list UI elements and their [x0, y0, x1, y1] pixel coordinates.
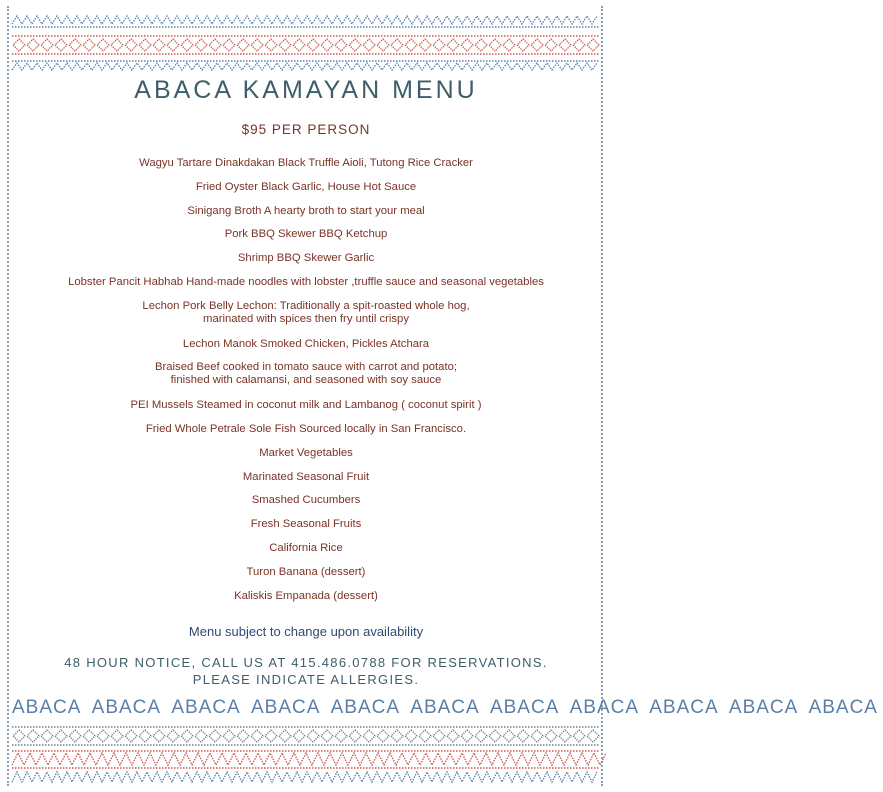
bottom-gray-diamond: [475, 730, 487, 742]
bottom-gray-diamond: [517, 730, 529, 742]
top-red-diamond: [265, 39, 277, 51]
menu-item: Shrimp BBQ Skewer Garlic: [237, 252, 375, 265]
top-red-diamond: [125, 39, 137, 51]
bottom-gray-diamond: [293, 730, 305, 742]
top-red-diamond: [545, 39, 557, 51]
bottom-gray-diamond: [447, 730, 459, 742]
top-red-diamond: [209, 39, 221, 51]
footer-brand-word: ABACA: [410, 697, 480, 718]
bottom-gray-diamond: [195, 730, 207, 742]
top-red-diamond: [307, 39, 319, 51]
top-red-diamond: [433, 39, 445, 51]
reservation-info: [0, 654, 612, 688]
menu-item: Wagyu Tartare Dinakdakan Black Truffle Aioli, Tutong Rice Cracker: [139, 157, 473, 169]
availability-notice: Menu subject to change upon availability: [188, 624, 424, 639]
top-red-diamond: [573, 39, 585, 51]
footer-brand-word: ABACA: [808, 697, 878, 718]
bottom-red-zigzag: [12, 753, 606, 765]
top-red-diamond: [223, 39, 235, 51]
top-red-diamond: [181, 39, 193, 51]
top-red-diamond: [69, 39, 81, 51]
top-red-diamond: [335, 39, 347, 51]
bottom-gray-diamond: [489, 730, 501, 742]
top-red-diamond: [195, 39, 207, 51]
bottom-gray-diamond: [41, 730, 53, 742]
menu-item: Braised Beef cooked in tomato sauce with carrot and potato; finished with calamansi, and seasoned with soy sauce: [154, 361, 458, 387]
menu-item: Fresh Seasonal Fruits: [250, 518, 362, 531]
menu-item: Fried Whole Petrale Sole Fish Sourced locally in San Francisco.: [145, 422, 467, 435]
top-blue-zigzag: [12, 63, 597, 70]
bottom-gray-diamond: [69, 730, 81, 742]
footer-brand-word: ABACA: [489, 697, 560, 718]
top-red-diamond: [531, 39, 543, 51]
menu-item: Lechon Manok Smoked Chicken, Pickles Atchara: [182, 337, 430, 350]
menu-item: Smashed Cucumbers: [251, 494, 361, 507]
top-red-diamond: [251, 39, 263, 51]
top-red-diamond: [489, 39, 501, 51]
bottom-gray-diamond: [153, 730, 165, 742]
top-pattern-svg: [12, 14, 600, 72]
bottom-gray-diamond: [307, 730, 319, 742]
top-red-diamond: [27, 39, 39, 51]
bottom-gray-diamond: [349, 730, 361, 742]
top-red-diamond: [55, 39, 67, 51]
bottom-gray-diamond: [559, 730, 571, 742]
top-red-diamond: [503, 39, 515, 51]
bottom-gray-diamond: [181, 730, 193, 742]
top-red-diamond: [447, 39, 459, 51]
bottom-gray-diamond: [167, 730, 179, 742]
top-red-diamond: [363, 39, 375, 51]
footer-brand-row: [12, 696, 878, 720]
top-red-diamond: [419, 39, 431, 51]
bottom-gray-diamond: [335, 730, 347, 742]
bottom-gray-diamond: [251, 730, 263, 742]
top-red-diamond: [559, 39, 571, 51]
menu-item: Sinigang Broth A hearty broth to start your meal: [187, 204, 425, 217]
menu-items-list: [0, 157, 612, 613]
top-red-diamond: [97, 39, 109, 51]
reservation-line-2: PLEASE INDICATE ALLERGIES.: [192, 672, 420, 687]
bottom-gray-diamond: [419, 730, 431, 742]
bottom-gray-diamond: [321, 730, 333, 742]
menu-item: California Rice: [269, 541, 343, 554]
bottom-gray-diamond: [139, 730, 151, 742]
top-pattern-band: [12, 14, 600, 72]
footer-brand-word: ABACA: [569, 697, 640, 718]
bottom-gray-diamond: [433, 730, 445, 742]
top-red-diamond: [153, 39, 165, 51]
bottom-pattern-svg: [12, 724, 600, 784]
bottom-gray-diamond: [503, 730, 515, 742]
menu-item: Kaliskis Empanada (dessert): [234, 589, 378, 602]
top-red-diamond: [391, 39, 403, 51]
bottom-pattern-band: [12, 724, 600, 784]
bottom-gray-diamond: [237, 730, 249, 742]
footer-brand-word: ABACA: [330, 697, 401, 718]
bottom-gray-diamond: [125, 730, 137, 742]
bottom-gray-diamond: [545, 730, 557, 742]
top-red-diamond: [83, 39, 95, 51]
menu-item: Turon Banana (dessert): [246, 565, 366, 578]
reservation-line-1: 48 HOUR NOTICE, CALL US AT 415.486.0788 FOR RESERVATIONS.: [64, 655, 548, 670]
footer-brand-word: ABACA: [250, 697, 321, 718]
top-red-diamond: [139, 39, 151, 51]
top-red-diamond: [349, 39, 361, 51]
menu-item: Market Vegetables: [259, 446, 353, 459]
footer-brand-word: ABACA: [649, 697, 719, 718]
top-red-diamond: [279, 39, 291, 51]
bottom-gray-diamond: [363, 730, 375, 742]
footer-brand-word: ABACA: [728, 697, 799, 718]
menu-item: Marinated Seasonal Fruit: [242, 470, 370, 483]
bottom-gray-diamond: [531, 730, 543, 742]
bottom-gray-diamond: [13, 730, 25, 742]
bottom-gray-diamond: [83, 730, 95, 742]
bottom-gray-diamond: [55, 730, 67, 742]
top-red-diamond: [517, 39, 529, 51]
price-per-person: $95 PER PERSON: [241, 122, 371, 137]
bottom-gray-diamond: [461, 730, 473, 742]
bottom-gray-diamond: [209, 730, 221, 742]
top-red-diamond: [167, 39, 179, 51]
top-red-diamond: [405, 39, 417, 51]
top-red-diamond: [41, 39, 53, 51]
footer-brand-word: ABACA: [171, 697, 241, 718]
top-red-diamond: [321, 39, 333, 51]
footer-brand-word: ABACA: [12, 697, 82, 718]
top-red-diamond: [111, 39, 123, 51]
bottom-gray-diamond: [111, 730, 123, 742]
menu-item: Lobster Pancit Habhab Hand-made noodles with lobster ,truffle sauce and seasonal vegetables: [68, 275, 544, 288]
top-blue-zigzag: [12, 16, 597, 24]
top-red-diamond: [377, 39, 389, 51]
top-red-diamond: [293, 39, 305, 51]
bottom-gray-diamond: [377, 730, 389, 742]
menu-item: Lechon Pork Belly Lechon: Traditionally a spit-roasted whole hog, marinated with spices then fry until crispy: [142, 299, 470, 325]
top-red-diamond: [237, 39, 249, 51]
bottom-gray-diamond: [27, 730, 39, 742]
bottom-gray-diamond: [223, 730, 235, 742]
menu-item: Fried Oyster Black Garlic, House Hot Sauce: [195, 180, 417, 193]
bottom-gray-diamond: [391, 730, 403, 742]
top-red-diamond: [587, 39, 599, 51]
menu-item: PEI Mussels Steamed in coconut milk and Lambanog ( coconut spirit ): [130, 399, 482, 412]
bottom-gray-diamond: [587, 730, 599, 742]
menu-item: Pork BBQ Skewer BBQ Ketchup: [224, 228, 388, 241]
menu-title: ABACA KAMAYAN MENU: [134, 76, 478, 104]
top-red-diamond: [461, 39, 473, 51]
bottom-blue-zigzag: [12, 772, 597, 782]
top-red-diamond: [475, 39, 487, 51]
bottom-gray-diamond: [265, 730, 277, 742]
bottom-gray-diamond: [405, 730, 417, 742]
top-red-diamond: [13, 39, 25, 51]
footer-brand-word: ABACA: [91, 697, 162, 718]
bottom-gray-diamond: [279, 730, 291, 742]
bottom-gray-diamond: [573, 730, 585, 742]
bottom-gray-diamond: [97, 730, 109, 742]
